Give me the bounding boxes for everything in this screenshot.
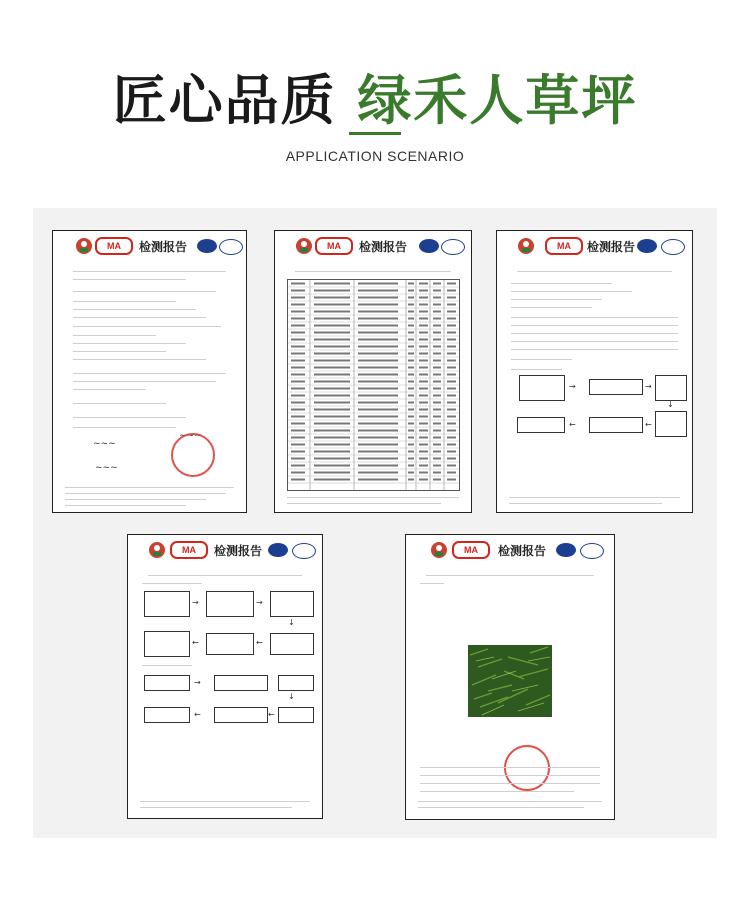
table-cell-text [358, 388, 398, 390]
table-cell-text [433, 402, 441, 404]
flow-step [589, 379, 643, 395]
table-cell-text [447, 311, 456, 313]
table-cell-text [447, 416, 456, 418]
table-cell-text [447, 402, 456, 404]
table-cell-text [358, 479, 398, 481]
table-cell-text [358, 416, 398, 418]
table-cell-text [433, 311, 441, 313]
table-cell-text [291, 304, 305, 306]
table-cell-text [419, 402, 428, 404]
table-cell-text [433, 437, 441, 439]
table-cell-text [419, 304, 428, 306]
table-cell-text [291, 465, 305, 467]
table-cell-text [408, 388, 414, 390]
page-title-brand: 绿禾人草坪 [357, 69, 638, 132]
flow-step [144, 675, 190, 691]
table-cell-text [419, 367, 428, 369]
table-cell-text [419, 430, 428, 432]
ilac-mra-logo-icon [419, 239, 439, 253]
table-cell-text [291, 290, 305, 292]
table-cell-text [314, 402, 350, 404]
cnas-logo-icon [441, 239, 465, 255]
table-cell-text [358, 353, 398, 355]
signature: ~~~ [179, 431, 202, 441]
table-cell-text [408, 360, 414, 362]
table-cell-text [447, 304, 456, 306]
table-cell-text [291, 479, 305, 481]
table-cell-text [433, 451, 441, 453]
table-cell-text [358, 395, 398, 397]
table-cell-text [314, 395, 350, 397]
table-cell-text [314, 437, 350, 439]
table-cell-text [408, 290, 414, 292]
cnas-logo-icon [219, 239, 243, 255]
table-cell-text [408, 297, 414, 299]
table-cell-text [447, 458, 456, 460]
table-cell-text [314, 381, 350, 383]
cma-logo-icon [148, 541, 166, 559]
table-cell-text [447, 381, 456, 383]
table-cell-text [408, 325, 414, 327]
table-cell-text [291, 360, 305, 362]
table-cell-text [291, 437, 305, 439]
table-cell-text [447, 346, 456, 348]
table-cell-text [314, 409, 350, 411]
cnas-logo-icon [661, 239, 685, 255]
report-page-3: MA 检测报告 → → ↓ ← ← [496, 230, 693, 513]
table-cell-text [419, 416, 428, 418]
results-table [287, 279, 460, 491]
table-cell-text [291, 388, 305, 390]
table-cell-text [447, 283, 456, 285]
table-cell-text [314, 388, 350, 390]
table-cell-text [419, 444, 428, 446]
table-cell-text [433, 479, 441, 481]
table-cell-text [314, 353, 350, 355]
report-header [128, 535, 322, 569]
table-cell-text [447, 465, 456, 467]
table-cell-text [419, 283, 428, 285]
table-cell-text [408, 416, 414, 418]
table-cell-text [291, 381, 305, 383]
flow-step [278, 707, 314, 723]
table-cell-text [358, 472, 398, 474]
table-cell-text [314, 283, 350, 285]
table-cell-text [408, 437, 414, 439]
table-cell-text [433, 409, 441, 411]
table-cell-text [358, 465, 398, 467]
table-cell-text [291, 430, 305, 432]
table-cell-text [408, 346, 414, 348]
table-cell-text [358, 311, 398, 313]
table-cell-text [419, 388, 428, 390]
table-cell-text [447, 451, 456, 453]
cnas-logo-icon [580, 543, 604, 559]
ilac-mra-logo-icon [556, 543, 576, 557]
table-cell-text [408, 283, 414, 285]
flow-step [270, 633, 314, 655]
table-cell-text [314, 465, 350, 467]
table-cell-text [314, 479, 350, 481]
table-cell-text [419, 465, 428, 467]
report-header [275, 231, 471, 265]
table-cell-text [291, 374, 305, 376]
table-cell-text [314, 451, 350, 453]
table-cell-text [314, 290, 350, 292]
table-cell-text [314, 472, 350, 474]
flow-step [519, 375, 565, 401]
table-cell-text [291, 472, 305, 474]
table-cell-text [358, 437, 398, 439]
flow-step [206, 633, 254, 655]
cnas-logo-icon [292, 543, 316, 559]
table-cell-text [358, 409, 398, 411]
table-cell-text [419, 451, 428, 453]
flow-step [144, 707, 190, 723]
table-cell-text [291, 444, 305, 446]
table-cell-text [291, 451, 305, 453]
ma-badge: MA [95, 237, 133, 255]
table-cell-text [433, 360, 441, 362]
table-cell-text [358, 423, 398, 425]
flow-step [517, 417, 565, 433]
table-cell-text [358, 297, 398, 299]
table-cell-text [291, 332, 305, 334]
table-cell-text [291, 458, 305, 460]
table-cell-text [447, 353, 456, 355]
table-cell-text [291, 297, 305, 299]
table-cell-text [358, 451, 398, 453]
table-cell-text [447, 444, 456, 446]
cma-logo-icon [295, 237, 313, 255]
table-cell-text [433, 283, 441, 285]
table-cell-text [447, 479, 456, 481]
flow-step [270, 591, 314, 617]
table-cell-text [314, 444, 350, 446]
table-cell-text [447, 388, 456, 390]
official-seal-icon [171, 433, 215, 477]
table-cell-text [433, 332, 441, 334]
table-cell-text [408, 374, 414, 376]
ilac-mra-logo-icon [637, 239, 657, 253]
table-cell-text [419, 395, 428, 397]
report-header [406, 535, 614, 569]
table-cell-text [291, 367, 305, 369]
table-cell-text [419, 290, 428, 292]
table-cell-text [447, 290, 456, 292]
table-cell-text [447, 437, 456, 439]
table-cell-text [447, 472, 456, 474]
table-cell-text [291, 283, 305, 285]
table-cell-text [408, 423, 414, 425]
table-cell-text [291, 346, 305, 348]
table-cell-text [433, 367, 441, 369]
cma-logo-icon [517, 237, 535, 255]
report-title: 检测报告 [139, 240, 188, 254]
table-cell-text [408, 479, 414, 481]
table-cell-text [419, 409, 428, 411]
table-cell-text [314, 367, 350, 369]
report-header [497, 231, 692, 265]
table-cell-text [358, 304, 398, 306]
table-cell-text [314, 304, 350, 306]
flow-step [214, 707, 268, 723]
table-cell-text [447, 325, 456, 327]
table-cell-text [291, 318, 305, 320]
table-cell-text [314, 297, 350, 299]
table-cell-text [419, 297, 428, 299]
flow-step [144, 631, 190, 657]
flow-step [144, 591, 190, 617]
table-cell-text [408, 458, 414, 460]
report-title: 检测报告 [587, 240, 636, 254]
table-cell-text [419, 318, 428, 320]
table-cell-text [314, 346, 350, 348]
table-cell-text [408, 465, 414, 467]
table-cell-text [291, 402, 305, 404]
table-cell-text [433, 353, 441, 355]
table-cell-text [314, 311, 350, 313]
table-cell-text [447, 318, 456, 320]
table-cell-text [314, 318, 350, 320]
flow-step [655, 375, 687, 401]
cma-logo-icon [75, 237, 93, 255]
table-cell-text [408, 339, 414, 341]
official-seal-icon [504, 745, 550, 791]
table-cell-text [408, 395, 414, 397]
table-cell-text [433, 430, 441, 432]
report-page-2 [274, 230, 472, 513]
table-cell-text [433, 416, 441, 418]
table-cell-text [358, 339, 398, 341]
table-cell-text [291, 353, 305, 355]
table-cell-text [433, 472, 441, 474]
reports-panel [33, 208, 717, 838]
ma-badge: MA [452, 541, 490, 559]
table-cell-text [291, 423, 305, 425]
table-cell-text [447, 339, 456, 341]
table-cell-text [433, 346, 441, 348]
report-title: 检测报告 [214, 544, 263, 558]
table-cell-text [433, 339, 441, 341]
table-cell-text [314, 423, 350, 425]
table-cell-text [291, 311, 305, 313]
table-cell-text [419, 332, 428, 334]
report-page-4: MA 检测报告 → → ↓ ← ← → ↓ ← ← [127, 534, 323, 819]
ilac-mra-logo-icon [268, 543, 288, 557]
table-cell-text [314, 325, 350, 327]
table-cell-text [408, 430, 414, 432]
table-cell-text [314, 458, 350, 460]
table-cell-text [433, 297, 441, 299]
table-cell-text [433, 325, 441, 327]
table-cell-text [419, 325, 428, 327]
table-cell-text [358, 360, 398, 362]
results-table-grid [288, 280, 459, 490]
table-cell-text [419, 339, 428, 341]
table-cell-text [314, 416, 350, 418]
ma-badge: MA [170, 541, 208, 559]
title-divider [349, 132, 401, 135]
table-cell-text [433, 374, 441, 376]
table-cell-text [447, 409, 456, 411]
table-cell-text [433, 458, 441, 460]
table-cell-text [358, 290, 398, 292]
table-cell-text [419, 311, 428, 313]
table-cell-text [447, 430, 456, 432]
ilac-mra-logo-icon [197, 239, 217, 253]
table-cell-text [408, 409, 414, 411]
table-cell-text [447, 367, 456, 369]
table-cell-text [419, 472, 428, 474]
ma-badge: MA [315, 237, 353, 255]
table-cell-text [447, 374, 456, 376]
flow-step [206, 591, 254, 617]
table-cell-text [419, 437, 428, 439]
table-cell-text [433, 444, 441, 446]
table-cell-text [447, 395, 456, 397]
table-cell-text [358, 402, 398, 404]
table-cell-text [358, 381, 398, 383]
table-cell-text [291, 395, 305, 397]
table-cell-text [408, 402, 414, 404]
table-cell-text [358, 444, 398, 446]
table-cell-text [314, 360, 350, 362]
report-title: 检测报告 [498, 544, 547, 558]
flow-step [278, 675, 314, 691]
table-cell-text [419, 346, 428, 348]
flow-step [655, 411, 687, 437]
table-cell-text [358, 458, 398, 460]
flow-step [589, 417, 643, 433]
table-cell-text [358, 332, 398, 334]
table-cell-text [447, 332, 456, 334]
table-cell-text [291, 409, 305, 411]
table-cell-text [314, 430, 350, 432]
table-cell-text [447, 360, 456, 362]
page-title-main: 匠心品质 [112, 69, 337, 132]
table-cell-text [408, 381, 414, 383]
signature: ~~~ [93, 439, 116, 449]
table-cell-text [447, 297, 456, 299]
table-cell-text [291, 325, 305, 327]
table-cell-text [433, 381, 441, 383]
table-cell-text [314, 374, 350, 376]
report-header [53, 231, 246, 265]
table-cell-text [419, 360, 428, 362]
table-cell-text [358, 318, 398, 320]
table-cell-text [419, 381, 428, 383]
flow-step [214, 675, 268, 691]
signature: ~~~ [95, 463, 118, 473]
report-page-5 [405, 534, 615, 820]
table-cell-text [408, 472, 414, 474]
table-cell-text [419, 458, 428, 460]
table-cell-text [408, 304, 414, 306]
table-cell-text [358, 430, 398, 432]
table-cell-text [314, 339, 350, 341]
table-cell-text [419, 423, 428, 425]
table-cell-text [358, 374, 398, 376]
grass-sample-photo [468, 645, 552, 717]
table-cell-text [358, 367, 398, 369]
table-cell-text [408, 311, 414, 313]
table-cell-text [419, 353, 428, 355]
table-cell-text [433, 304, 441, 306]
table-cell-text [433, 290, 441, 292]
table-cell-text [419, 479, 428, 481]
table-cell-text [433, 465, 441, 467]
page-subtitle: APPLICATION SCENARIO [285, 148, 465, 164]
table-cell-text [433, 423, 441, 425]
cma-logo-icon [430, 541, 448, 559]
table-cell-text [408, 318, 414, 320]
report-page-1 [52, 230, 247, 513]
page-title [0, 58, 750, 135]
table-cell-text [447, 423, 456, 425]
table-cell-text [358, 283, 398, 285]
table-cell-text [358, 346, 398, 348]
table-cell-text [408, 444, 414, 446]
table-cell-text [408, 332, 414, 334]
table-cell-text [419, 374, 428, 376]
table-cell-text [358, 325, 398, 327]
table-cell-text [433, 388, 441, 390]
table-cell-text [433, 318, 441, 320]
table-cell-text [314, 332, 350, 334]
table-cell-text [433, 395, 441, 397]
table-cell-text [291, 339, 305, 341]
ma-badge: MA [545, 237, 583, 255]
table-cell-text [408, 367, 414, 369]
table-cell-text [408, 353, 414, 355]
table-cell-text [291, 416, 305, 418]
table-cell-text [408, 451, 414, 453]
report-title: 检测报告 [359, 240, 408, 254]
